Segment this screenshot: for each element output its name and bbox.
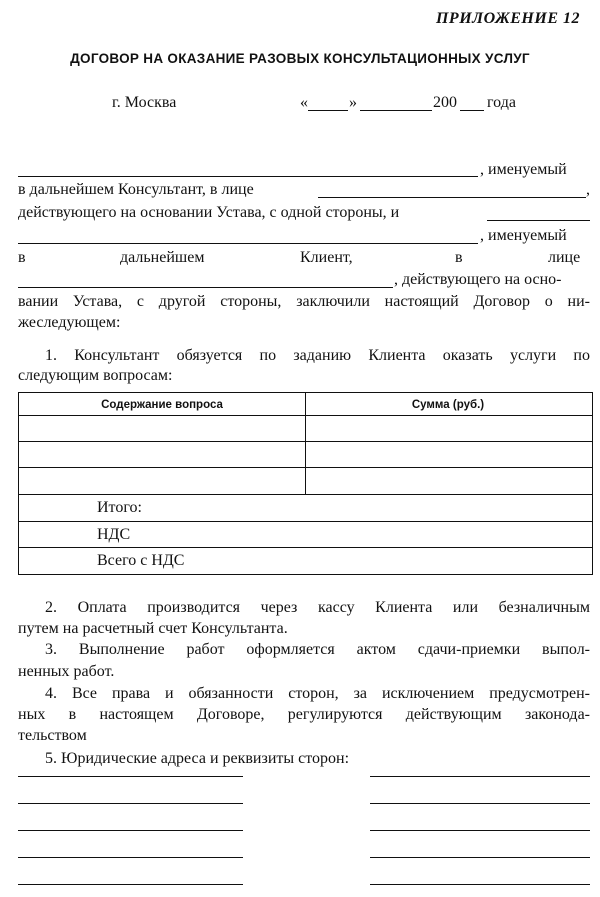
clause3-line1: 3. Выполнение работ оформляется актом сдачи-приемки выпол- <box>45 641 590 658</box>
preamble-l8: жеследующем: <box>18 314 121 331</box>
consultant-name-blank <box>18 176 478 177</box>
client-name-blank-start <box>487 220 590 221</box>
party2-requisites-line <box>370 884 590 885</box>
clause3-line2: ненных работ. <box>18 663 115 680</box>
col-sum-header: Сумма (руб.) <box>411 399 485 411</box>
clause5: 5. Юридические адреса и реквизиты сторон: <box>45 750 350 767</box>
clause2-line1: 2. Оплата производится через кассу Клиента или безналичным <box>45 599 590 616</box>
day-blank <box>308 110 348 111</box>
preamble-l2-end: , <box>586 181 590 198</box>
vat-row-label: НДС <box>97 526 131 543</box>
party2-requisites-line <box>370 776 590 777</box>
date-close-quote: » <box>349 94 357 111</box>
services-table <box>18 392 593 575</box>
preamble-l5-w3: Клиент, <box>300 249 353 266</box>
client-name-blank <box>18 243 478 244</box>
appendix-label: ПРИЛОЖЕНИЕ 12 <box>435 10 580 27</box>
party2-requisites-line <box>370 803 590 804</box>
party1-requisites-line <box>18 857 243 858</box>
year-blank <box>460 110 484 111</box>
party1-requisites-line <box>18 803 243 804</box>
party1-requisites-line <box>18 776 243 777</box>
party2-requisites-line <box>370 830 590 831</box>
table-row-divider <box>19 547 592 548</box>
total-with-vat-row-label: Всего с НДС <box>97 552 185 569</box>
preamble-l7: вании Устава, с другой стороны, заключили настоящий Договор о ни- <box>18 293 590 310</box>
year-prefix: 200 <box>433 94 457 111</box>
client-representative-blank <box>18 287 393 288</box>
contract-title: ДОГОВОР НА ОКАЗАНИЕ РАЗОВЫХ КОНСУЛЬТАЦИОННЫХ УСЛУГ <box>70 51 530 66</box>
clause2-line2: путем на расчетный счет Консультанта. <box>18 620 288 637</box>
preamble-l5-w4: в <box>455 249 463 266</box>
year-suffix: года <box>487 94 516 111</box>
clause1-line1: 1. Консультант обязуется по заданию Клиента оказать услуги по <box>45 347 590 364</box>
party2-requisites-line <box>370 857 590 858</box>
preamble-l2-start: в дальнейшем Консультант, в лице <box>18 181 254 198</box>
preamble-l6-end: , действующего на осно- <box>394 271 562 288</box>
preamble-l5-w2: дальнейшем <box>120 249 205 266</box>
party1-requisites-line <box>18 830 243 831</box>
table-column-divider <box>305 393 306 494</box>
table-row-divider <box>19 521 592 522</box>
consultant-representative-blank <box>318 197 586 198</box>
city: г. Москва <box>112 94 177 111</box>
table-row-divider <box>19 494 592 495</box>
preamble-l4-end: , именуемый <box>480 227 567 244</box>
preamble-l3-start: действующего на основании Устава, с одной стороны, и <box>18 204 400 221</box>
clause4-line3: тельством <box>18 727 87 744</box>
col-question-header: Содержание вопроса <box>101 399 223 411</box>
party1-requisites-line <box>18 884 243 885</box>
preamble-l5-w1: в <box>18 249 26 266</box>
total-row-label: Итого: <box>97 499 142 516</box>
date-open-quote: « <box>300 94 308 111</box>
clause4-line2: ных в настоящем Договоре, регулируются действующим законода- <box>18 706 590 723</box>
clause1-line2: следующим вопросам: <box>18 367 173 384</box>
preamble-l5-w5: лице <box>548 249 581 266</box>
clause4-line1: 4. Все права и обязанности сторон, за исключением предусмотрен- <box>45 685 590 702</box>
preamble-l1-end: , именуемый <box>480 161 567 178</box>
month-blank <box>360 110 432 111</box>
